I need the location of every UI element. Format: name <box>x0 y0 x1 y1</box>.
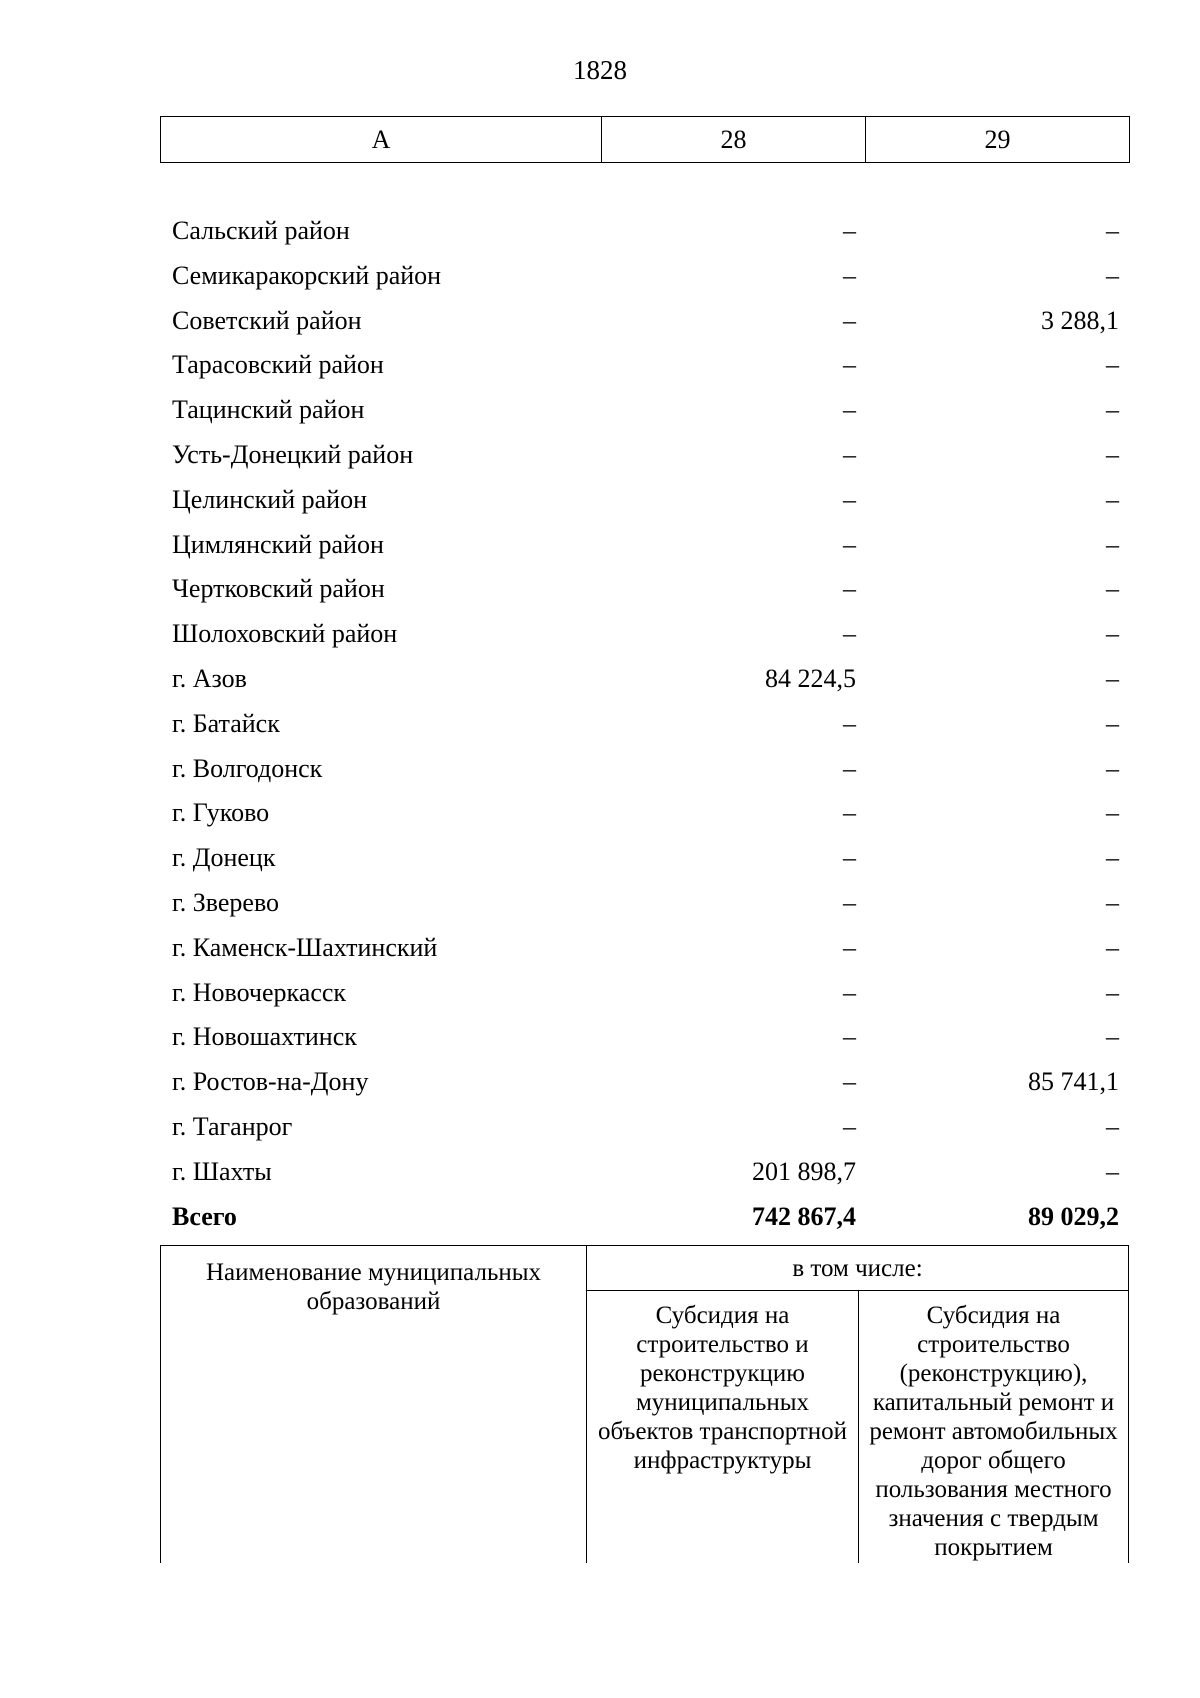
total-row <box>172 1195 1119 1240</box>
header-municipality-name-text: Наименование муниципальных образований <box>205 1259 542 1315</box>
row-value-29: – <box>1106 977 1119 1007</box>
header-subsidy-transport <box>587 1291 859 1563</box>
row-value-28: – <box>843 260 856 290</box>
row-value-29: – <box>1106 1156 1119 1186</box>
table-row <box>172 478 1119 523</box>
row-name: г. Новошахтинск <box>172 1022 357 1052</box>
row-value-29: – <box>1106 1111 1119 1141</box>
table-row <box>172 388 1119 433</box>
row-value-29: – <box>1106 663 1119 693</box>
row-value-28: – <box>843 977 856 1007</box>
row-value-28: – <box>843 484 856 514</box>
row-value-28: 201 898,7 <box>752 1156 856 1186</box>
row-name: Целинский район <box>172 484 367 514</box>
row-value-28: – <box>843 753 856 783</box>
row-value-28: – <box>843 619 856 649</box>
row-name: Семикаракорский район <box>172 260 442 290</box>
table-row <box>172 1105 1119 1150</box>
row-value-29: – <box>1106 395 1119 425</box>
table-row <box>172 702 1119 747</box>
row-value-28: – <box>843 305 856 335</box>
column-header-a: А <box>161 117 602 163</box>
table-row <box>172 254 1119 299</box>
next-table-header <box>160 1245 1129 1563</box>
table-row <box>172 791 1119 836</box>
row-value-28: – <box>843 529 856 559</box>
row-name: г. Волгодонск <box>172 753 323 783</box>
table-row <box>172 1015 1119 1060</box>
row-value-29: – <box>1106 1022 1119 1052</box>
row-name: г. Батайск <box>172 708 280 738</box>
row-name: Шолоховский район <box>172 619 398 649</box>
column-header-29: 29 <box>866 117 1130 163</box>
row-name: г. Зверево <box>172 887 280 917</box>
header-municipality-name <box>161 1246 587 1563</box>
row-name: Цимлянский район <box>172 529 384 559</box>
table-row <box>172 209 1119 254</box>
row-name: Усть-Донецкий район <box>172 439 414 469</box>
row-value-29: – <box>1106 932 1119 962</box>
row-value-29: 3 288,1 <box>1041 305 1119 335</box>
row-name: г. Гуково <box>172 798 270 828</box>
table-row <box>172 299 1119 344</box>
row-value-29: 85 741,1 <box>1028 1067 1119 1097</box>
table-row <box>172 657 1119 702</box>
row-name: г. Новочеркасск <box>172 977 347 1007</box>
row-value-28: – <box>843 887 856 917</box>
row-value-28: – <box>843 574 856 604</box>
table-row <box>172 523 1119 568</box>
row-name: Чертковский район <box>172 574 385 604</box>
column-header-28: 28 <box>602 117 866 163</box>
row-name: Тацинский район <box>172 395 365 425</box>
row-value-29: – <box>1106 439 1119 469</box>
table-row <box>172 971 1119 1016</box>
data-rows <box>172 209 1119 1239</box>
row-value-28: – <box>843 1022 856 1052</box>
table-row <box>172 567 1119 612</box>
row-name: г. Ростов-на-Дону <box>172 1067 369 1097</box>
row-value-28: – <box>843 439 856 469</box>
table-row <box>172 612 1119 657</box>
row-value-29: – <box>1106 574 1119 604</box>
total-label: Всего <box>172 1201 237 1231</box>
header-subsidy-roads <box>859 1291 1128 1563</box>
row-value-29: – <box>1106 350 1119 380</box>
row-name: Тарасовский район <box>172 350 384 380</box>
row-name: г. Азов <box>172 663 247 693</box>
row-name: Советский район <box>172 305 362 335</box>
row-value-29: – <box>1106 529 1119 559</box>
row-name: г. Таганрог <box>172 1111 293 1141</box>
row-value-28: – <box>843 843 856 873</box>
row-name: г. Каменск-Шахтинский <box>172 932 438 962</box>
row-name: г. Донецк <box>172 843 276 873</box>
table-row <box>172 747 1119 792</box>
row-value-28: – <box>843 216 856 245</box>
row-value-28: – <box>843 395 856 425</box>
row-value-29: – <box>1106 619 1119 649</box>
table-row <box>172 433 1119 478</box>
row-value-28: – <box>843 708 856 738</box>
total-value-29: 89 029,2 <box>1028 1201 1119 1231</box>
row-value-29: – <box>1106 887 1119 917</box>
row-value-28: – <box>843 798 856 828</box>
row-value-29: – <box>1106 216 1119 245</box>
table-row <box>172 343 1119 388</box>
row-value-28: – <box>843 932 856 962</box>
row-value-28: – <box>843 1067 856 1097</box>
header-subsidy-transport-text: Субсидия на строительство и реконструкцию муниципальных объектов транспортной инфраструктуры <box>597 1302 848 1474</box>
row-value-29: – <box>1106 260 1119 290</box>
header-including: в том числе: <box>587 1246 1128 1291</box>
row-value-29: – <box>1106 753 1119 783</box>
row-value-28: – <box>843 350 856 380</box>
row-value-29: – <box>1106 798 1119 828</box>
column-header-table <box>160 116 1130 163</box>
row-value-28: – <box>843 1111 856 1141</box>
row-name: Сальский район <box>172 216 350 245</box>
row-value-29: – <box>1106 843 1119 873</box>
page-number: 1828 <box>573 55 627 85</box>
table-row <box>172 836 1119 881</box>
table-row <box>172 926 1119 971</box>
total-value-28: 742 867,4 <box>752 1201 856 1231</box>
row-name: г. Шахты <box>172 1156 272 1186</box>
table-row <box>172 1150 1119 1195</box>
row-value-28: 84 224,5 <box>765 663 856 693</box>
table-row <box>172 881 1119 926</box>
header-subsidy-roads-text: Субсидия на строительство (реконструкцию), капитальный ремонт и ремонт автомобильных дорог общего пользования местного значения с твердым покрытием <box>869 1302 1118 1561</box>
table-row <box>172 1060 1119 1105</box>
row-value-29: – <box>1106 484 1119 514</box>
row-value-29: – <box>1106 708 1119 738</box>
